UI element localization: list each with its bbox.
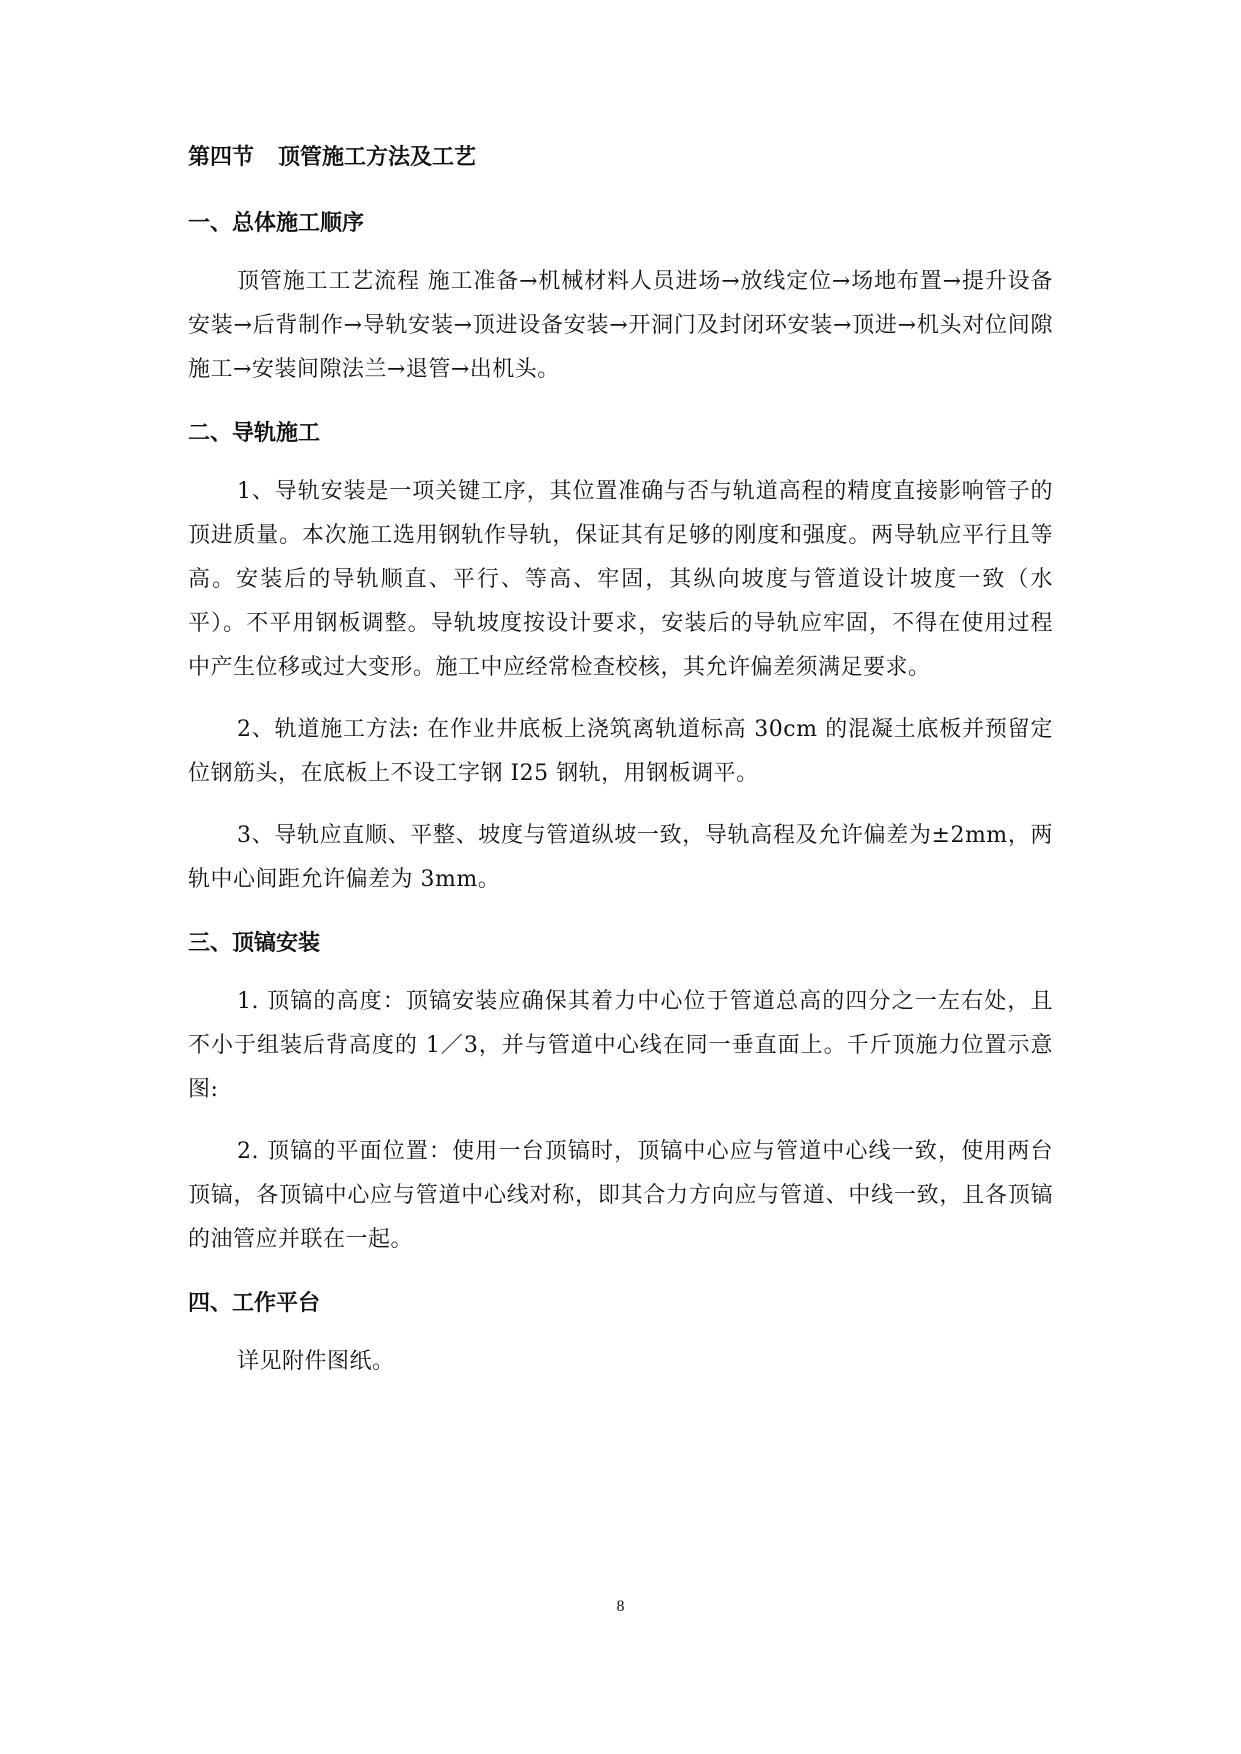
heading-guide-rail: 二、导轨施工 [188, 421, 321, 446]
page-content [188, 142, 1053, 1384]
heading-jack-installation: 三、顶镐安装 [188, 931, 321, 956]
paragraph: 详见附件图纸。 [237, 1349, 395, 1374]
section-number: 第四节 [188, 145, 255, 170]
page-number: 8 [616, 1598, 625, 1615]
section-title-text: 顶管施工方法及工艺 [278, 145, 477, 170]
heading-work-platform: 四、工作平台 [188, 1291, 321, 1316]
paragraph: 2. 顶镐的平面位置：使用一台顶镐时，顶镐中心应与管道中心线一致，使用两台顶镐，各顶镐中心应与管道中心线对称，即其合力方向应与管道、中线一致，且各顶镐的油管应并联在一起。 [188, 1139, 1053, 1252]
paragraph: 3、导轨应直顺、平整、坡度与管道纵坡一致，导轨高程及允许偏差为±2mm，两轨中心间距允许偏差为 3mm。 [188, 823, 1053, 892]
paragraph: 1. 顶镐的高度：顶镐安装应确保其着力中心位于管道总高的四分之一左右处，且不小于组装后背高度的 1／3，并与管道中心线在同一垂直面上。千斤顶施力位置示意图: [188, 989, 1053, 1102]
paragraph: 2、轨道施工方法: 在作业井底板上浇筑离轨道标高 30cm 的混凝土底板并预留定位钢筋头，在底板上不设工字钢 I25 钢轨，用钢板调平。 [188, 717, 1053, 786]
paragraph: 顶管施工工艺流程 施工准备→机械材料人员进场→放线定位→场地布置→提升设备安装→后背制作→导轨安装→顶进设备安装→开洞门及封闭环安装→顶进→机头对位间隙施工→安装间隙法兰→退管→出机头。 [188, 269, 1053, 382]
heading-overall-sequence: 一、总体施工顺序 [188, 211, 365, 236]
paragraph: 1、导轨安装是一项关键工序，其位置准确与否与轨道高程的精度直接影响管子的顶进质量。本次施工选用钢轨作导轨，保证其有足够的刚度和强度。两导轨应平行且等高。安装后的导轨顺直、平行、等高、牢固，其纵向坡度与管道设计坡度一致（水平）。不平用钢板调整。导轨坡度按设计要求，安装后的导轨应牢固，不得在使用过程中产生位移或过大变形。施工中应经常检查校核，其允许偏差须满足要求。 [188, 479, 1053, 680]
section-title [188, 142, 1053, 174]
